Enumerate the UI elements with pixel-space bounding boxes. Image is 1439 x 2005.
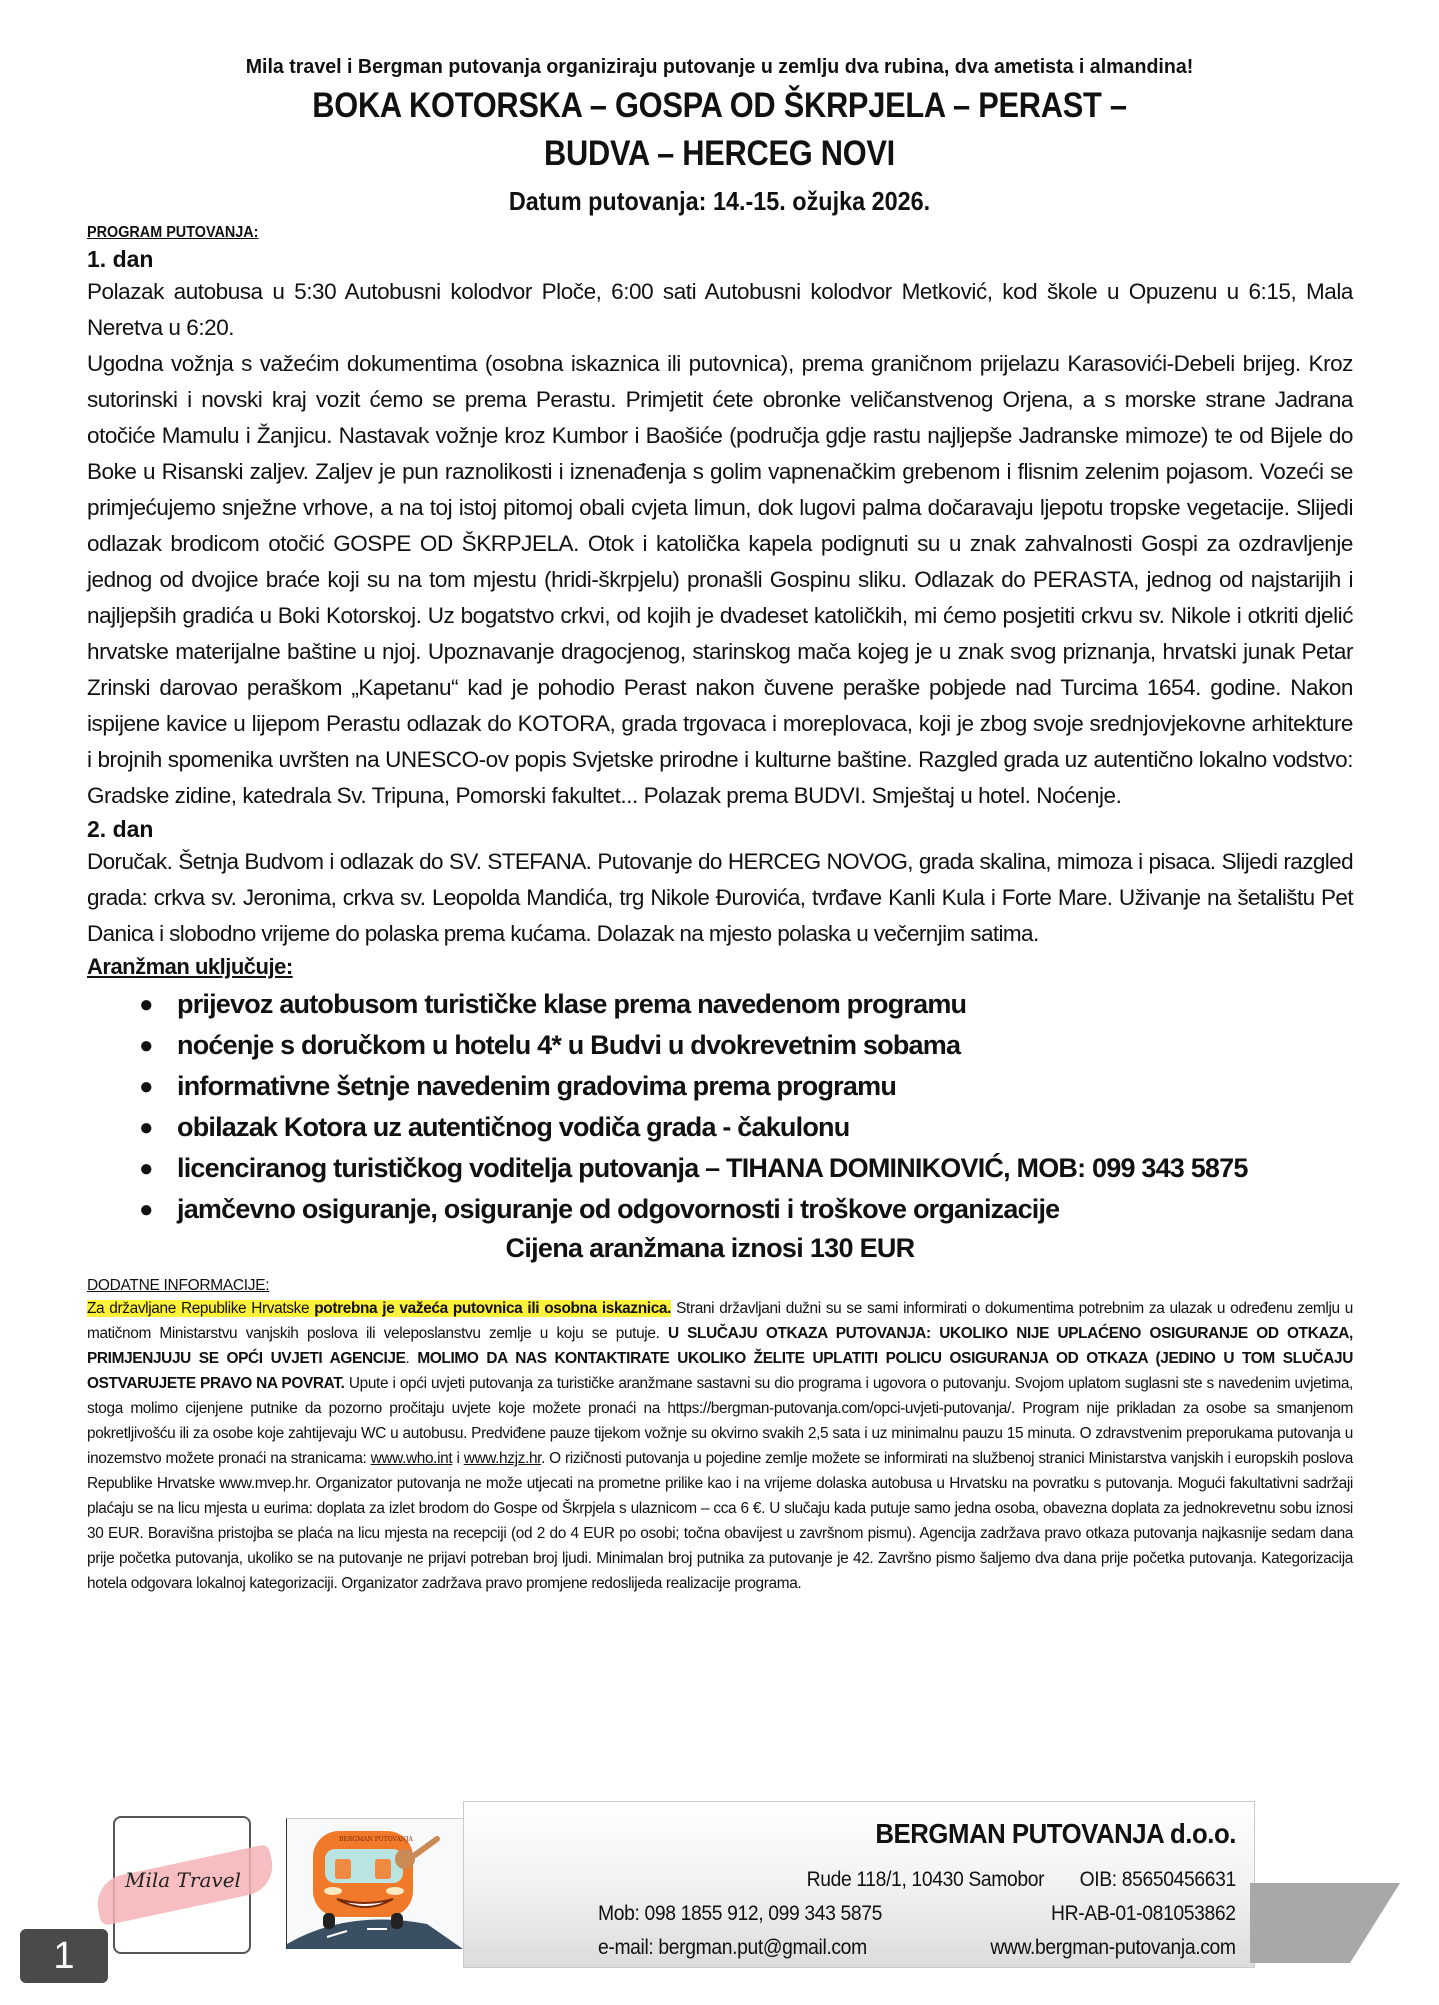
bergman-bus-logo: [286, 1818, 463, 1949]
company-license: HR-AB-01-081053862: [1051, 1902, 1236, 1925]
info-section: [87, 1276, 1353, 1596]
highlighted-requirement: Za državljane Republike Hrvatske potrebna je važeća putovnica ili osobna iskaznica.: [87, 1300, 672, 1317]
company-email[interactable]: e-mail: bergman.put@gmail.com: [598, 1936, 867, 1959]
link-hzjz[interactable]: www.hzjz.hr: [463, 1450, 542, 1467]
includes-item: ● noćenje s doručkom u hotelu 4* u Budvi u dvokrevetnim sobama: [139, 1025, 1353, 1066]
bullet-icon: ●: [139, 991, 153, 1018]
includes-item: ● licenciranog turističkog voditelja putovanja – TIHANA DOMINIKOVIĆ, MOB: 099 343 5875: [139, 1148, 1353, 1189]
day-1-heading: 1. dan: [87, 246, 154, 272]
day-2-heading: 2. dan: [87, 816, 154, 842]
day-2-section: [87, 814, 1353, 952]
includes-list: [87, 984, 1353, 1230]
title-line-1: BOKA KOTORSKA – GOSPA OD ŠKRPJELA – PERAST –: [312, 86, 1127, 125]
mila-logo-text: Mila Travel: [125, 1868, 241, 1892]
info-heading: DODATNE INFORMACIJE:: [87, 1277, 270, 1294]
includes-item: ● informativne šetnje navedenim gradovima prema programu: [139, 1066, 1353, 1107]
company-name: BERGMAN PUTOVANJA d.o.o.: [875, 1818, 1236, 1849]
company-website[interactable]: www.bergman-putovanja.com: [990, 1936, 1236, 1959]
day-1-departure: Polazak autobusa u 5:30 Autobusni kolodvor Ploče, 6:00 sati Autobusni kolodvor Metković, kod škole u Opuzenu u 6:15, Mala Neretva u 6:20.: [87, 279, 1353, 340]
includes-item: ● prijevoz autobusom turističke klase prema navedenom programu: [139, 984, 1353, 1025]
insurance-notice: MOLIMO DA NAS KONTAKTIRATE UKOLIKO ŽELITE UPLATITI POLICU OSIGURANJA OD OTKAZA (JEDINO U TOM SLUČAJU OSTVARUJETE PRAVO NA POVRAT.: [87, 1350, 1353, 1392]
day-2-description: Doručak. Šetnja Budvom i odlazak do SV. STEFANA. Putovanje do HERCEG NOVOG, grada skalina, mimoza i pisaca. Slijedi razgled grada: crkva sv. Jeronima, crkva sv. Leopolda Mandića, trg Nikole Đurovića, tvrđave Kanli Kula i Forte Mare. Uživanje na šetalištu Pet Danica i slobodno vrijeme do polaska prema kućama. Dolazak na mjesto polaska u večernjim satima.: [87, 849, 1353, 946]
company-oib: OIB: 85650456631: [1079, 1868, 1236, 1891]
mila-travel-logo: [113, 1816, 251, 1954]
bullet-icon: ●: [139, 1114, 153, 1141]
bullet-icon: ●: [139, 1196, 153, 1223]
content: [87, 222, 1353, 1596]
day-1-description: Ugodna vožnja s važećim dokumentima (osobna iskaznica ili putovnica), prema graničnom prijelazu Karasovići-Debeli brijeg. Kroz sutorinski i novski kraj vozit ćemo se prema Perastu. Primjetit ćete obronke veličanstvenog Orjena, a s morske strane Jadrana otočiće Mamulu i Žanjicu. Nastavak vožnje kroz Kumbor i Baošiće (područja gdje rastu najljepše Jadranske mimoze) te od Bijele do Boke u Risanski zaljev. Zaljev je pun raznolikosti i iznenađenja s golim vapnenačkim grebenom i flisnim zelenim pojasom. Vozeći se primjećujemo snježne vrhove, a na toj istoj pitomoj obali cvjeta limun, dok lugovi palma dočaravaju ljepotu tropske vegetacije. Slijedi odlazak brodicom otočić GOSPE OD ŠKRPJELA. Otok i katolička kapela podignuti su u znak zahvalnosti Gospi za ozdravljenje jednog od dvojice braće koji su na tom mjestu (hridi-škrpjelu) pronašli Gospinu sliku. Odlazak do PERASTA, jednog od najstarijih i najljepših gradića u Boki Kotorskoj. Uz bogatstvo crkvi, od kojih je dvadeset katoličkih, mi ćemo posjetiti crkvu sv. Nikole i otkriti djelić hrvatske materijalne baštine u njoj. Upoznavanje dragocjenog, starinskog mača kojeg je u znak svog priznanja, hrvatski junak Petar Zrinski darovao peraškom „Kapetanu“ kad je pohodio Perast nakon čuvene peraške pobjede nad Turcima 1654. godine. Nakon ispijene kavice u lijepom Perastu odlazak do KOTORA, grada trgovaca i moreplovaca, koji je zbog svoje srednjovjekovne arhitekture i brojnih spomenika uvršten na UNESCO-ov popis Svjetske prirodne i kulturne baštine. Razgled grada uz autentično lokalno vodstvo: Gradske zidine, katedrala Sv. Tripuna, Pomorski fakultet... Polazak prema BUDVI. Smještaj u hotel. Noćenje.: [87, 351, 1353, 808]
bus-icon: [287, 1819, 463, 1949]
box-shadow-decoration: [1250, 1883, 1400, 1963]
day-1-section: [87, 244, 1353, 814]
bullet-icon: ●: [139, 1073, 153, 1100]
price: Cijena aranžmana iznosi 130 EUR: [505, 1233, 915, 1263]
bullet-icon: ●: [139, 1155, 153, 1182]
page-number-badge: 1: [20, 1929, 108, 1983]
company-info-box: [463, 1801, 1255, 1968]
link-who[interactable]: www.who.int: [370, 1450, 453, 1467]
svg-text:BERGMAN PUTOVANJA: BERGMAN PUTOVANJA: [339, 1836, 413, 1843]
company-mobile: Mob: 098 1855 912, 099 343 5875: [598, 1902, 883, 1925]
address-row: [464, 1868, 1236, 1892]
tagline: Mila travel i Bergman putovanja organiziraju putovanje u zemlju dva rubina, dva ametista i almandina!: [245, 56, 1194, 78]
bullet-icon: ●: [139, 1032, 153, 1059]
title-line-2: BUDVA – HERCEG NOVI: [544, 134, 895, 173]
info-text: Za državljane Republike Hrvatske potrebna je važeća putovnica ili osobna iskaznica. Strani državljani dužni su se sami informirati o dokumentima potrebnim za ulazak u određenu zemlju u matičnom Ministarstvu vanjskih poslova ili veleposlanstvu zemlje u koju se putuje. U SLUČAJU OTKAZA PUTOVANJA: UKOLIKO NIJE UPLAĆENO OSIGURANJE OD OTKAZA, PRIMJENJUJU SE OPĆI UVJETI AGENCIJE. MOLIMO DA NAS KONTAKTIRATE UKOLIKO ŽELITE UPLATITI POLICU OSIGURANJA OD OTKAZA (JEDINO U TOM SLUČAJU OSTVARUJETE PRAVO NA POVRAT. Upute i opći uvjeti putovanja za turističke aranžmane sastavni su dio programa i ugovora o putovanju. Svojom uplatom suglasni ste s navedenim uvjetima, stoga molimo cijenjene putnike da pozorno pročitaju uvjete koje možete pronaći na https://bergman-putovanja.com/opci-uvjeti-putovanja/. Program nije prikladan za osobe sa smanjenom pokretljivošću ili za osobe koje zahtijevaju WC u autobusu. Predviđene pauze tijekom vožnje su okvirno svakih 2,5 sata i uz minimalnu pauzu 15 minuta. O zdravstvenim preporukama putovanja u inozemstvo možete pronaći na stranicama: www.who.int i www.hzjz.hr. O rizičnosti putovanja u pojedine zemlje možete se informirati na službenoj stranici Ministarstva vanjskih i europskih poslova Republike Hrvatske www.mvep.hr. Organizator putovanja ne može utjecati na prometne prilike kao i na vrijeme dolaska autobusa u Hrvatsku na povratku s putovanja. Mogući fakultativni sadržaji plaćaju se na licu mjesta u eurima: doplata za izlet brodom do Gospe od Škrpjela s ulaznicom – cca 6 €. U slučaju kada putuje samo jedna osoba, obavezna doplata za jednokrevetnu sobu iznosi 30 EUR. Boravišna pristojba se plaća na licu mjesta na recepciji (od 2 do 4 EUR po osobi; točna obavijest u završnom pismu). Agencija zadržava pravo otkaza putovanja najkasnije sedam dana prije početka putovanja, ukoliko se na putovanje ne prijavi potreban broj ljudi. Minimalan broj putnika za putovanje je 42. Završno pismo šaljemo dva dana prije početka putovanja. Kategorizacija hotela odgovara lokalnoj kategorizaciji. Organizator zadržava pravo promjene redoslijeda realizacije programa.: [87, 1300, 1354, 1592]
includes-section: [87, 954, 1353, 1266]
includes-item: ● obilazak Kotora uz autentičnog vodiča grada - čakulonu: [139, 1107, 1353, 1148]
includes-item: ● jamčevno osiguranje, osiguranje od odgovornosti i troškove organizacije: [139, 1189, 1353, 1230]
trip-date: Datum putovanja: 14.-15. ožujka 2026.: [508, 186, 931, 216]
program-label: PROGRAM PUTOVANJA:: [87, 224, 259, 241]
includes-heading: Aranžman uključuje:: [87, 954, 293, 979]
company-address: Rude 118/1, 10430 Samobor: [806, 1868, 1045, 1891]
cancellation-notice: U SLUČAJU OTKAZA PUTOVANJA: UKOLIKO NIJE UPLAĆENO OSIGURANJE OD OTKAZA, PRIMJENJUJU SE OPĆI UVJETI AGENCIJE: [87, 1325, 1353, 1367]
